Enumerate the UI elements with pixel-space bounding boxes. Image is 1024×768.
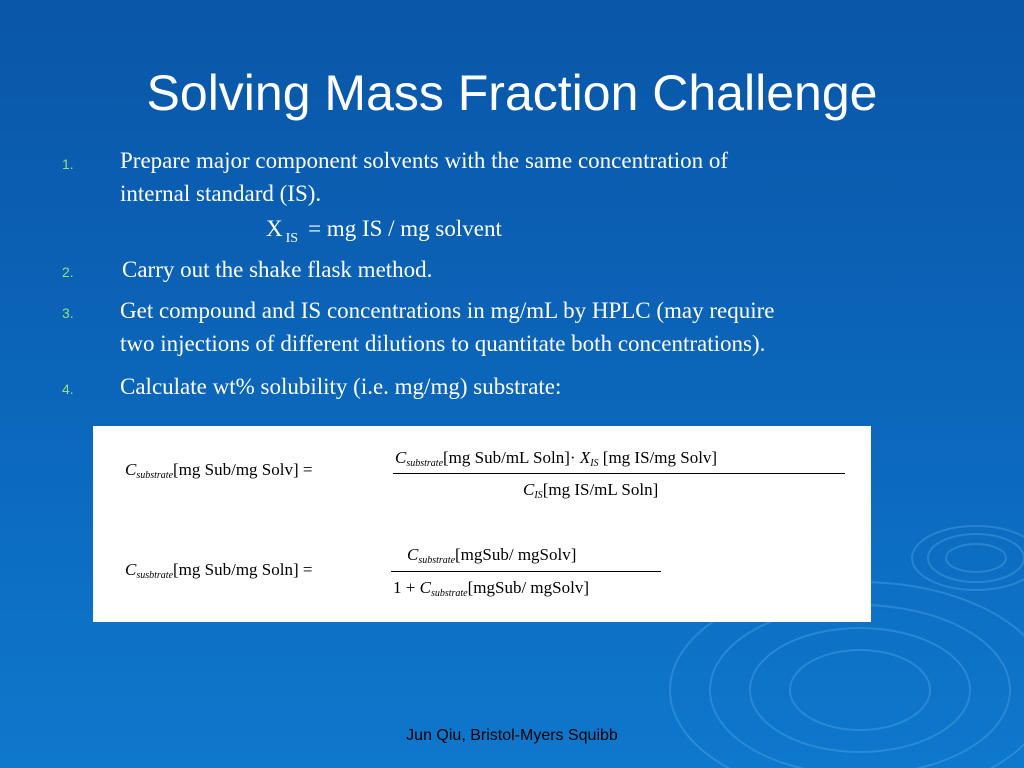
- formula-symbol: C: [125, 460, 137, 479]
- formula-symbol: C: [407, 545, 419, 564]
- formula2-lhs: [125, 560, 312, 581]
- formula2-numerator: [407, 545, 576, 566]
- formula-symbol: C: [395, 448, 407, 467]
- formula1-denominator: [523, 480, 658, 501]
- list-item-line: two injections of different dilutions to quantitate both concentrations).: [120, 331, 766, 356]
- list-number: 2.: [62, 264, 74, 280]
- list-item-1: [120, 144, 728, 210]
- formula1-fraction-bar: [393, 473, 845, 474]
- formula2-fraction-bar: [391, 571, 661, 572]
- formula-subscript: substrate: [406, 458, 444, 469]
- formula-subscript: substrate: [418, 555, 456, 566]
- formula1-lhs: [125, 460, 312, 481]
- list-item-line: internal standard (IS).: [120, 181, 322, 206]
- xis-equation: [266, 216, 502, 247]
- list-number: 1.: [62, 156, 74, 172]
- list-item-2: [122, 253, 432, 286]
- formula-symbol: C: [125, 560, 137, 579]
- equation-variable: X: [266, 216, 283, 241]
- formula2-denominator: [393, 578, 589, 599]
- equation-subscript: IS: [285, 231, 299, 246]
- formula-subscript: IS: [590, 458, 599, 469]
- list-number: 3.: [62, 305, 74, 321]
- formula-symbol: X: [579, 448, 591, 467]
- list-item-line: Calculate wt% solubility (i.e. mg/mg) substrate:: [120, 374, 562, 399]
- formula-units: [mgSub/ mgSolv]: [467, 578, 589, 597]
- list-item-line: Carry out the shake flask method.: [122, 257, 433, 282]
- formula-subscript: susbtrate: [136, 570, 174, 581]
- list-item-3: [120, 294, 775, 360]
- formula-units: [mgSub/ mgSolv]: [455, 545, 577, 564]
- footer-credit: Jun Qiu, Bristol-Myers Squibb: [406, 727, 618, 744]
- formula1-numerator: [395, 448, 717, 469]
- formula-box: [93, 426, 871, 622]
- formula-units: [mg Sub/mg Soln] =: [173, 560, 313, 579]
- formula-symbol: C: [523, 480, 535, 499]
- formula-subscript: substrate: [430, 588, 468, 599]
- list-number: 4.: [62, 381, 74, 397]
- formula-subscript: IS: [534, 490, 543, 501]
- list-item-4: [120, 370, 561, 403]
- formula-units: [mg IS/mL Soln]: [542, 480, 659, 499]
- list-item-line: Prepare major component solvents with the same concentration of: [120, 148, 729, 173]
- formula-subscript: substrate: [136, 470, 174, 481]
- formula-units: [mg Sub/mg Solv] =: [173, 460, 313, 479]
- list-item-line: Get compound and IS concentrations in mg/mL by HPLC (may require: [120, 298, 775, 323]
- slide-title: Solving Mass Fraction Challenge: [146, 65, 878, 121]
- equation-rest: = mg IS / mg solvent: [308, 216, 502, 241]
- formula-constant: 1 +: [393, 578, 420, 597]
- formula-units: [mg IS/mg Solv]: [602, 448, 718, 467]
- formula-units: [mg Sub/mL Soln]·: [443, 448, 576, 467]
- formula-symbol: C: [419, 578, 431, 597]
